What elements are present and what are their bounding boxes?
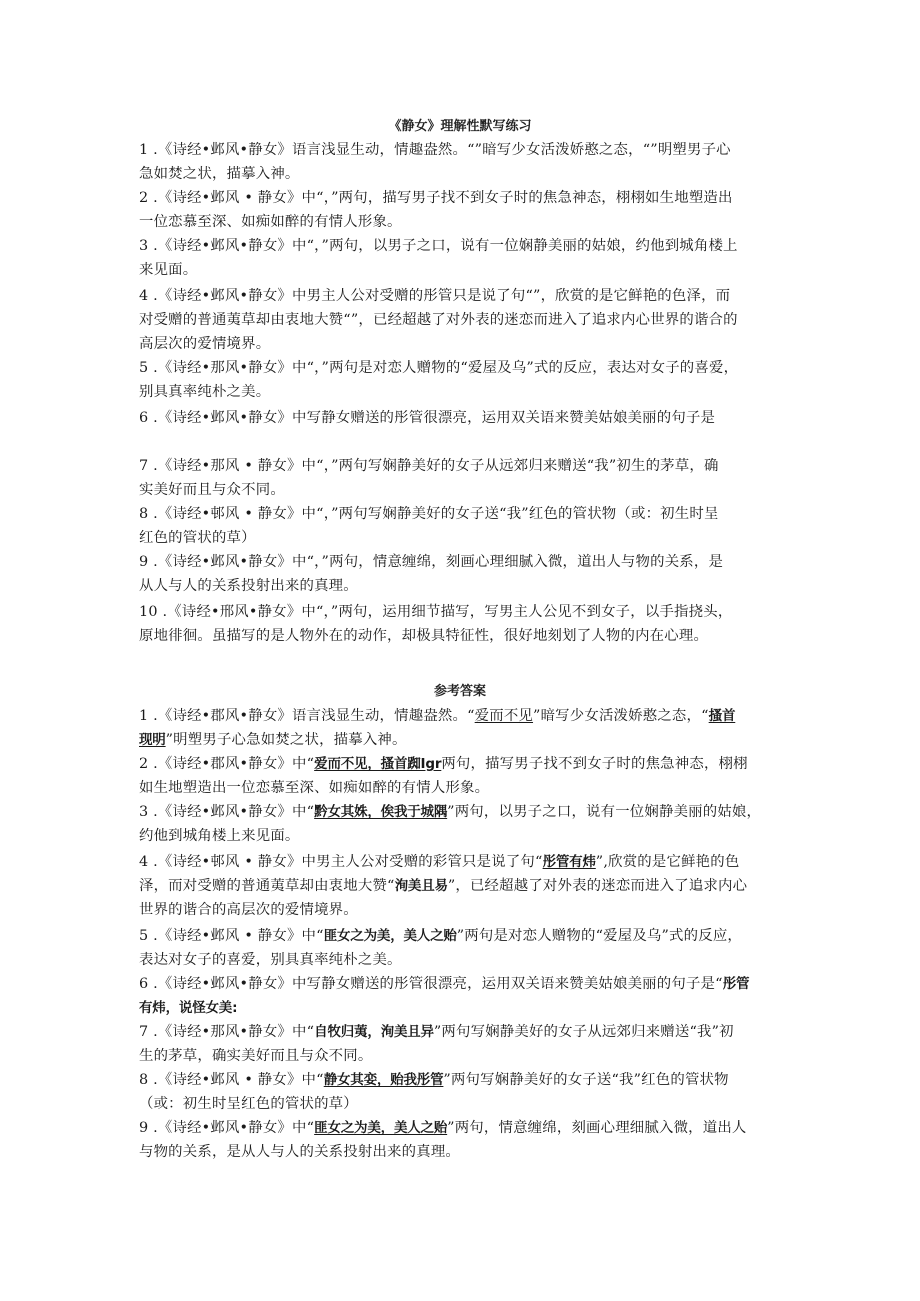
answer-item xyxy=(139,850,789,922)
exercise-item xyxy=(139,356,789,404)
answers-title: 参考答案 xyxy=(433,684,486,699)
answer-line xyxy=(139,1092,789,1116)
answer-text: ”明塑男子心急如焚之状，描摹入神。 xyxy=(165,732,407,748)
answer-line xyxy=(139,874,789,898)
answer-line xyxy=(139,800,789,824)
answer-highlight: 搔首 xyxy=(708,708,736,724)
answer-text: 4 .《诗经•邨风 • 静女》中男主人公对受赠的彩管只是说了句“ xyxy=(139,854,543,870)
answer-text: ”暗写少女活泼娇憨之态，“ xyxy=(533,708,709,724)
answer-text: 约他到城角楼上来见面。 xyxy=(139,828,300,844)
answer-highlight: 彤管有炜 xyxy=(542,854,596,870)
answer-text: 两句，描写男子找不到女子时的焦急神态，栩栩 xyxy=(441,756,748,772)
exercise-line: 4 .《诗经•邺风•静女》中男主人公对受赠的彤管只是说了句“”，欣赏的是它鲜艳的色泽，而 xyxy=(139,288,731,304)
answer-line xyxy=(139,898,789,922)
answer-text: 爱而不见 xyxy=(474,708,534,724)
answer-line xyxy=(139,704,789,728)
answer-highlight: 自牧归荑，洵美且异 xyxy=(314,1024,434,1040)
exercise-item xyxy=(139,454,789,502)
answer-line xyxy=(139,1020,789,1044)
exercise-line: 2 .《诗经•邺风 • 静女》中“，”两句，描写男子找不到女子时的焦急神态，栩栩如生地塑造出 xyxy=(139,190,733,206)
answer-line xyxy=(139,948,789,972)
exercise-line: 7 .《诗经•那风 • 静女》中“，”两句写娴静美好的女子从远郊归来赠送“我”初生的茅草，确 xyxy=(139,458,719,474)
answer-highlight: 现明 xyxy=(139,732,166,748)
exercise-line: 红色的管状的草） xyxy=(139,530,256,546)
exercise-line: 8 .《诗经•邨风 • 静女》中“，”两句写娴静美好的女子送“我”红色的管状物（或：初生时呈 xyxy=(139,506,719,522)
answer-highlight: 彤管 xyxy=(722,976,750,992)
exercise-line: 急如焚之状，描摹入神。 xyxy=(139,166,300,182)
answer-text: ”两句，情意缠绵，刻画心理细腻入微，道出人 xyxy=(447,1120,747,1136)
answer-text: ”,欣赏的是它鲜艳的色 xyxy=(595,854,740,870)
answer-line xyxy=(139,850,789,874)
answer-text: 表达对女子的喜爱，别具真率纯朴之美。 xyxy=(139,952,402,968)
exercise-line: 10 .《诗经•邢风•静女》中“，”两句，运用细节描写，写男主人公见不到女子，以手指挠头， xyxy=(139,604,733,620)
answer-text: 9 .《诗经•邺风•静女》中“ xyxy=(139,1120,315,1136)
exercise-line: 原地徘徊。虽描写的是人物外在的动作，却极具特征性，很好地刻划了人物的内在心理。 xyxy=(139,628,709,644)
answer-text: ”两句写娴静美好的女子送“我”红色的管状物 xyxy=(443,1072,729,1088)
exercise-line: 从人与人的关系投射出来的真理。 xyxy=(139,578,358,594)
exercise-line: 一位恋慕至深、如痴如醉的有情人形象。 xyxy=(139,214,402,230)
exercise-line: 5 .《诗经•那风•静女》中“，”两句是对恋人赠物的“爱屋及乌”式的反应，表达对女子的喜爱， xyxy=(139,360,739,376)
exercise-item xyxy=(139,502,789,550)
answer-text: 6 .《诗经•邺风•静女》中写静女赠送的彤管很漂亮，运用双关语来赞美姑娘美丽的句子是“ xyxy=(139,976,723,992)
answer-item xyxy=(139,1116,789,1164)
answer-text: 2 .《诗经•郡风•静女》中“ xyxy=(139,756,315,772)
answer-text: 生的茅草，确实美好而且与众不同。 xyxy=(139,1048,373,1064)
exercise-item xyxy=(139,406,789,430)
answer-line xyxy=(139,924,789,948)
answer-line xyxy=(139,824,789,848)
answer-item xyxy=(139,1068,789,1116)
answer-text: ”，已经超越了对外表的迷恋而进入了追求内心 xyxy=(447,878,748,894)
exercise-item xyxy=(139,600,789,648)
answer-line xyxy=(139,1116,789,1140)
exercise-line: 别具真率纯朴之美。 xyxy=(139,384,271,400)
answer-item xyxy=(139,752,789,800)
exercise-line: 1 .《诗经•邺风•静女》语言浅显生动，情趣盎然。“”暗写少女活泼娇憨之态，“”明塑男子心 xyxy=(139,142,731,158)
answer-text: ”两句，以男子之口，说有一位娴静美丽的姑娘， xyxy=(447,804,762,820)
exercise-line: 对受赠的普通荑草却由衷地大赞“”，已经超越了对外表的迷恋而进入了追求内心世界的谐合的 xyxy=(139,312,738,328)
answer-text: 泽，而对受赠的普通荑草却由衷地大赞“ xyxy=(139,878,395,894)
answer-text: 与物的关系，是从人与人的关系投射出来的真理。 xyxy=(139,1144,460,1160)
answer-item xyxy=(139,924,789,972)
exercise-item xyxy=(139,550,789,598)
answer-text: 1 .《诗经•郡风•静女》语言浅显生动，情趣盎然。“ xyxy=(139,708,475,724)
answer-highlight: 静女其娈，贻我彤管 xyxy=(323,1072,444,1088)
exercise-title: 《静女》理解性默写练习 xyxy=(388,119,532,134)
exercise-line: 9 .《诗经•邺风•静女》中“，”两句，情意缠绵，刻画心理细腻入微，道出人与物的关系，是 xyxy=(139,554,724,570)
exercise-item xyxy=(139,284,789,356)
answer-highlight: 匪女之为美，美人之贻 xyxy=(323,928,457,944)
answer-text: 8 .《诗经•邺风 • 静女》中“ xyxy=(139,1072,324,1088)
answer-highlight: 爱而不见，搔首踟Igr xyxy=(314,756,442,772)
answer-text: 如生地塑造出一位恋慕至深、如痴如醉的有情人形象。 xyxy=(139,780,490,796)
exercise-line: 6 .《诗经•邺风•静女》中写静女赠送的彤管很漂亮，运用双关语来赞美姑娘美丽的句子是 xyxy=(139,410,716,426)
answer-highlight: 黔女其姝，俟我于城隅 xyxy=(314,804,448,820)
answer-line xyxy=(139,972,789,996)
answer-text: ”两句是对恋人赠物的“爱屋及乌”式的反应， xyxy=(456,928,743,944)
answer-text: 世界的谐合的高层次的爱情境界。 xyxy=(139,902,358,918)
exercise-item xyxy=(139,186,789,234)
answer-text: ”两句写娴静美好的女子从远郊归来赠送“我”初 xyxy=(433,1024,734,1040)
answer-line xyxy=(139,1068,789,1092)
exercise-line: 高层次的爱情境界。 xyxy=(139,336,271,352)
answer-highlight: 洵美且易 xyxy=(394,878,448,894)
answer-item xyxy=(139,972,789,1020)
answer-text: 3 .《诗经•邺风•静女》中“ xyxy=(139,804,315,820)
answer-line xyxy=(139,1044,789,1068)
exercise-line: 实美好而且与众不同。 xyxy=(139,482,285,498)
answer-highlight: 匪女之为美，美人之贻 xyxy=(314,1120,448,1136)
answer-text: 7 .《诗经•那风•静女》中“ xyxy=(139,1024,315,1040)
exercise-item xyxy=(139,234,789,282)
answer-line xyxy=(139,776,789,800)
answer-highlight: 有炜，说怪女美: xyxy=(139,1000,238,1016)
answer-line xyxy=(139,996,789,1020)
exercise-line: 来见面。 xyxy=(139,262,198,278)
answer-text: 5 .《诗经•邺风 • 静女》中“ xyxy=(139,928,324,944)
answer-item xyxy=(139,800,789,848)
answer-text: （或：初生时呈红色的管状的草） xyxy=(139,1096,358,1112)
answer-line xyxy=(139,752,789,776)
exercise-line: 3 .《诗经•邺风•静女》中“，”两句，以男子之口，说有一位娴静美丽的姑娘，约他到城角楼上 xyxy=(139,238,738,254)
answer-item xyxy=(139,1020,789,1068)
exercise-item xyxy=(139,138,789,186)
answer-item xyxy=(139,704,789,752)
answer-line xyxy=(139,1140,789,1164)
answer-line xyxy=(139,728,789,752)
